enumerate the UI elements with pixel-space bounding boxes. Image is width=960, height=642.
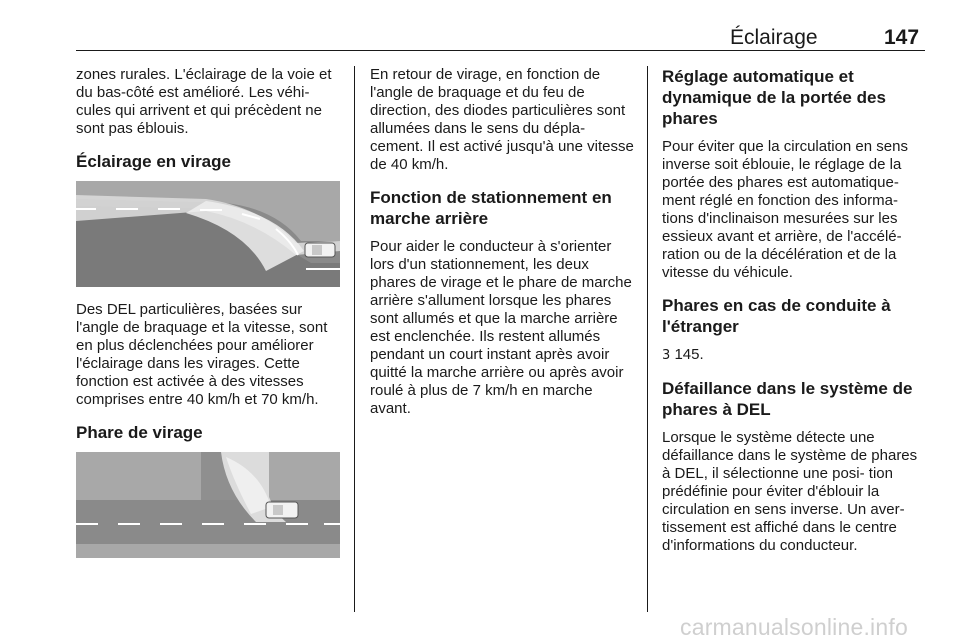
turn-light-paragraph: En retour de virage, en fonction de l'angle de braquage et du feu de direction, des diodes particulières sont allumées dans le sens du dépla- cement. Il est activé jusqu'à une vitesse de 40 km/h. [370,66,634,173]
failure-paragraph: Lorsque le système détecte une défaillance dans le système de phares à DEL, il sélectionne une posi- tion prédéfinie pour éviter d'éblouir la circulation en sens inverse. Un aver- tissement est affiché dans le centre d'informations du conducteur. [662,429,918,554]
failure-heading: Défaillance dans le système de phares à DEL [662,379,913,419]
page-number: 147 [884,26,920,49]
parking-paragraph: Pour aider le conducteur à s'orienter lors d'un stationnement, les deux phares de virage et le phare de marche arrière s'allument lorsque les phares sont allumés et que la marche arrière est enclenchée. Ils restent allumés pendant un court instant après avoir quitté la marche arrière ou après avoir roulé à plus de 7 km/h en marche avant. [370,238,632,417]
column-3 [662,66,926,568]
column-2 [370,66,634,431]
turn-light-illustration [76,452,340,558]
column-divider-2 [647,66,648,612]
turn-light-heading: Phare de virage [76,423,203,442]
reference-page: 145. [674,346,704,363]
header-rule [76,50,925,51]
chapter-title: Éclairage [730,26,818,49]
abroad-heading: Phares en cas de conduite à l'étranger [662,296,891,336]
column-divider-1 [354,66,355,612]
cornering-heading: Éclairage en virage [76,152,231,171]
intro-paragraph: zones rurales. L'éclairage de la voie et du bas-côté est amélioré. Les véhi- cules qui arrivent et qui précèdent ne sont pas éblouis. [76,66,332,137]
range-adjustment-heading: Réglage automatique et dynamique de la portée des phares [662,67,886,128]
abroad-reference[interactable] [662,346,926,365]
cornering-paragraph: Des DEL particulières, basées sur l'angle de braquage et la vitesse, sont en plus déclenchées pour améliorer l'éclairage dans les virages. Cette fonction est activée à des vitesses comprises entre 40 km/h et 70 km/h. [76,301,328,408]
cornering-light-illustration [76,181,340,287]
watermark: carmanualsonline.info [680,614,908,640]
reference-arrow-icon: 3 [662,348,671,363]
range-adjustment-paragraph: Pour éviter que la circulation en sens inverse soit éblouie, le réglage de la portée des phares est automatique- ment réglé en fonction des informa- tions d'inclinaison mesurées sur les essieux avant et arrière, de l'accélé- ration ou de la décélération et de la vitesse du véhicule. [662,138,908,281]
parking-heading: Fonction de stationnement en marche arrière [370,188,612,228]
column-1 [76,66,340,572]
